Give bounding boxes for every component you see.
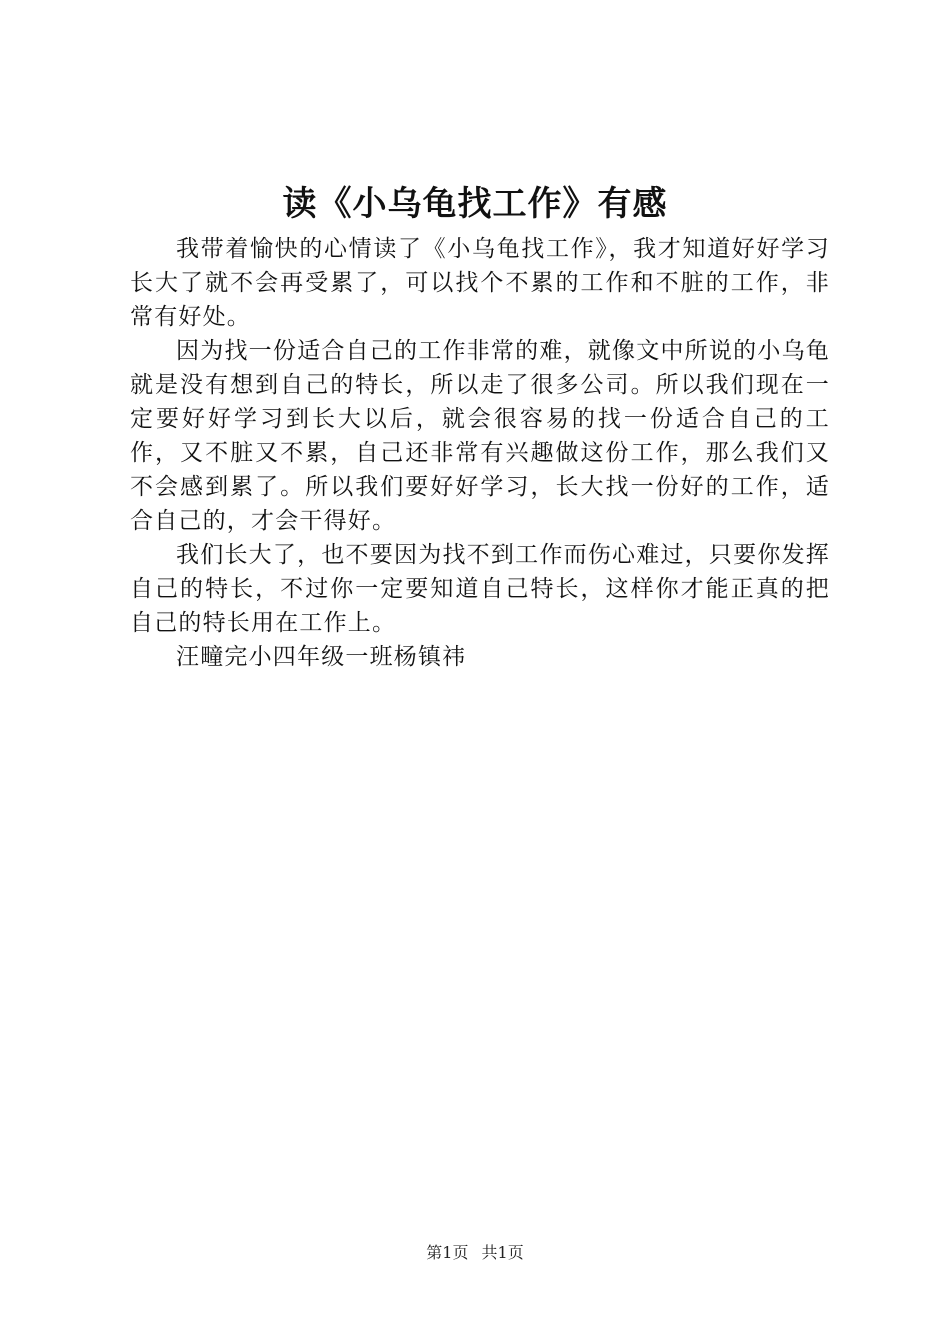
page-number: 第1页 bbox=[426, 1243, 469, 1262]
author-line: 汪疃完小四年级一班杨镇祎 bbox=[176, 644, 467, 670]
document-body bbox=[130, 232, 830, 674]
paragraph-2: 因为找一份适合自己的工作非常的难，就像文中所说的小乌龟就是没有想到自己的特长，所以走了很多公司。所以我们现在一定要好好学习到长大以后，就会很容易的找一份适合自己的工作，又不脏又不累，自己还非常有兴趣做这份工作，那么我们又不会感到累了。所以我们要好好学习，长大找一份好的工作，适合自己的，才会干得好。 bbox=[130, 338, 830, 534]
document-title: 读《小乌龟找工作》有感 bbox=[282, 184, 668, 224]
paragraph-1: 我带着愉快的心情读了《小乌龟找工作》，我才知道好好学习长大了就不会再受累了，可以找个不累的工作和不脏的工作，非常有好处。 bbox=[130, 236, 830, 330]
paragraph-3: 我们长大了，也不要因为找不到工作而伤心难过，只要你发挥自己的特长，不过你一定要知道自己特长，这样你才能正真的把自己的特长用在工作上。 bbox=[130, 542, 830, 636]
page-footer bbox=[0, 1241, 950, 1265]
page-total: 共1页 bbox=[481, 1243, 524, 1262]
